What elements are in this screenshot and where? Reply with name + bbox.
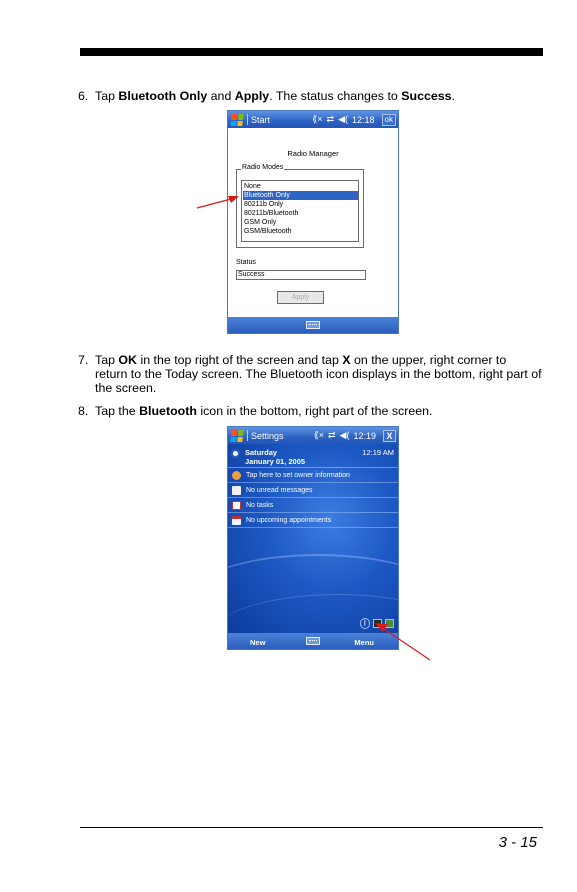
- step-number: 8.: [78, 404, 89, 418]
- bold-term: Success: [401, 89, 452, 103]
- inbox-icon: [232, 486, 241, 495]
- ok-button[interactable]: ok: [382, 114, 396, 126]
- clock-text[interactable]: 12:19: [353, 430, 376, 441]
- text: Tap: [95, 353, 119, 367]
- date-row[interactable]: [228, 446, 398, 468]
- clock-text[interactable]: 12:18: [352, 114, 375, 125]
- person-icon: [232, 471, 241, 480]
- radio-modes-label: Radio Modes: [242, 164, 284, 171]
- text: icon in the bottom, right part of the screen.: [196, 404, 433, 418]
- title-bar: [228, 111, 398, 128]
- step-text: [95, 89, 542, 103]
- radio-manager-screenshot: [227, 110, 399, 334]
- tasks-checkbox-icon: [232, 501, 241, 510]
- time-text: 12:19 AM: [362, 448, 394, 457]
- item-label: No tasks: [246, 502, 274, 509]
- sync-icon[interactable]: ⇄: [326, 114, 335, 124]
- connectivity-icon[interactable]: ⟪×: [313, 430, 324, 440]
- title-bar: [228, 427, 398, 444]
- radio-manager-heading: Radio Manager: [287, 149, 339, 158]
- radio-modes-group: [236, 164, 364, 248]
- list-item[interactable]: GSM Only: [244, 219, 277, 226]
- top-rule: [80, 48, 543, 56]
- text: .: [451, 89, 455, 103]
- step-7: [78, 353, 542, 395]
- list-item[interactable]: None: [244, 183, 261, 190]
- new-softkey[interactable]: New: [250, 638, 266, 647]
- step-6: [78, 89, 542, 103]
- bluetooth-icon[interactable]: ᛒ: [360, 618, 370, 629]
- list-item[interactable]: 80211b/Bluetooth: [244, 210, 299, 217]
- item-label: No unread messages: [246, 487, 313, 494]
- windows-start-icon[interactable]: [230, 430, 244, 442]
- bold-term: Bluetooth Only: [118, 89, 208, 103]
- keyboard-icon[interactable]: [306, 321, 320, 329]
- text: on the upper, right corner to return to the Today screen. The Bluetooth icon displays in the bottom, right part of the screen.: [95, 353, 542, 395]
- text: and: [207, 89, 235, 103]
- list-item[interactable]: GSM/Bluetooth: [244, 228, 292, 235]
- day-text: Saturday: [245, 448, 278, 457]
- volume-icon[interactable]: ◀(: [339, 430, 350, 440]
- status-label: Status: [236, 259, 256, 266]
- status-field: Success: [236, 270, 366, 280]
- pointer-arrow: [195, 190, 245, 212]
- date-text: January 01, 2005: [245, 457, 306, 466]
- text: in the top right of the screen and tap: [137, 353, 343, 367]
- radio-modes-list[interactable]: [241, 180, 359, 242]
- step-text: [95, 353, 542, 395]
- tasks-item[interactable]: [228, 499, 398, 513]
- list-item-selected[interactable]: Bluetooth Only: [243, 191, 358, 200]
- step-number: 7.: [78, 353, 89, 367]
- clock-icon: [231, 449, 240, 458]
- today-screen-screenshot: [227, 426, 399, 650]
- item-label: Tap here to set owner information: [246, 472, 350, 479]
- text: . The status changes to: [269, 89, 402, 103]
- bold-term: X: [342, 353, 351, 367]
- keyboard-icon[interactable]: [306, 637, 320, 645]
- list-item[interactable]: 80211b Only: [244, 201, 284, 208]
- window-title: Settings: [251, 430, 284, 441]
- item-label: No upcoming appointments: [246, 517, 332, 524]
- bold-term: OK: [118, 353, 138, 367]
- text: Tap: [95, 89, 119, 103]
- text: Tap the: [95, 404, 140, 418]
- pointer-arrow: [370, 618, 434, 664]
- close-button[interactable]: X: [383, 430, 396, 442]
- calendar-icon: [232, 516, 241, 525]
- apply-button[interactable]: Apply: [277, 291, 324, 304]
- page-number: 3 - 15: [498, 834, 537, 851]
- sync-icon[interactable]: ⇄: [328, 430, 336, 440]
- step-8: [78, 404, 542, 418]
- step-text: [95, 404, 542, 418]
- step-number: 6.: [78, 89, 89, 103]
- messages-item[interactable]: [228, 484, 398, 498]
- owner-info-item[interactable]: [228, 469, 398, 483]
- bottom-bar: [228, 317, 398, 333]
- bold-term: Apply: [234, 89, 270, 103]
- connectivity-icon[interactable]: ⟪×: [312, 114, 323, 124]
- volume-icon[interactable]: ◀(: [338, 114, 349, 124]
- window-title: Start: [251, 114, 271, 125]
- appointments-item[interactable]: [228, 514, 398, 528]
- menu-softkey[interactable]: Menu: [354, 638, 374, 647]
- bottom-rule: [80, 827, 543, 828]
- windows-start-icon[interactable]: [230, 114, 244, 126]
- bold-term: Bluetooth: [139, 404, 197, 418]
